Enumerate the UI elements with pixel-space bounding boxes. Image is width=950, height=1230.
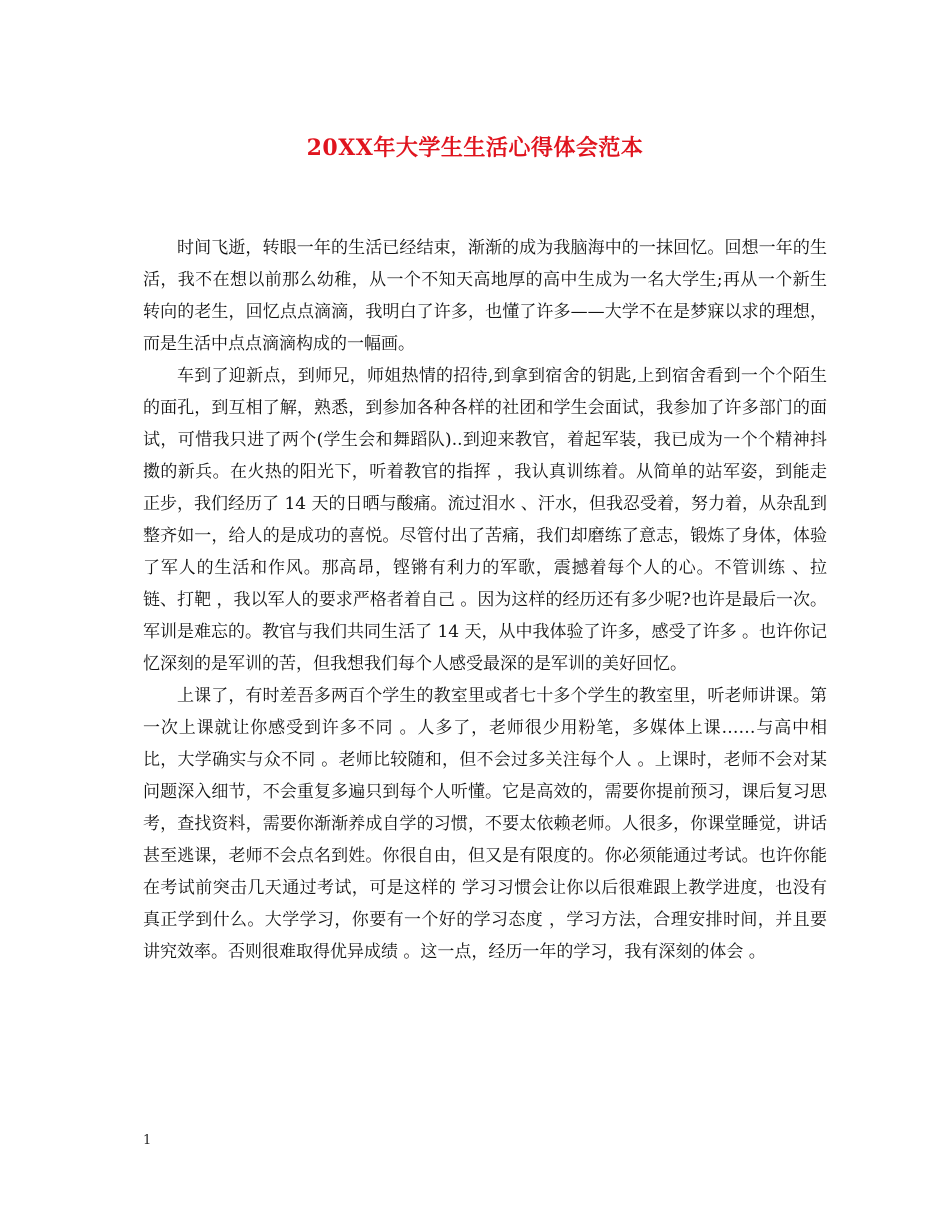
document-title: 20XX年大学生生活心得体会范本 (306, 135, 644, 161)
page-number: 1 (143, 1133, 152, 1148)
paragraph-classes: 上课了，有时差吾多两百个学生的教室里或者七十多个学生的教室里，听老师讲课。第一次上课就让你感受到许多不同 。人多了，老师很少用粉笔，多媒体上课……与高中相比，大学确实与众不同 。老师比较随和，但不会过多关注每个人 。上课时，老师不会对某问题深入细节，不会重复多遍只到每个人听懂。它是高效的，需要你提前预习，课后复习思考，查找资料，需要你渐渐养成自学的习惯，不要太依赖老师。人很多，你课堂睡觉，讲话甚至逃课，老师不会点名到姓。你很自由，但又是有限度的。你必须能通过考试。也许你能在考试前突击几天通过考试，可是这样的 学习习惯会让你以后很难跟上教学进度，也没有真正学到什么。大学学习，你要有一个好的学习态度 ，学习方法，合理安排时间，并且要讲究效率。否则很难取得优异成绩 。这一点，经历一年的学习，我有深刻的体会 。 (143, 686, 827, 962)
paragraph-military-training: 车到了迎新点，到师兄，师姐热情的招待,到拿到宿舍的钥匙,上到宿舍看到一个个陌生的面孔，到互相了解，熟悉，到参加各种各样的社团和学生会面试，我参加了许多部门的面试，可惜我只进了两个(学生会和舞蹈队)..到迎来教官，着起军装，我已成为一个个精神抖擞的新兵。在火热的阳光下，听着教官的指挥 ，我认真训练着。从简单的站军姿，到能走正步，我们经历了 14 天的日晒与酸痛。流过泪水 、汗水，但我忍受着，努力着，从杂乱到整齐如一，给人的是成功的喜悦。尽管付出了苦痛，我们却磨练了意志，锻炼了身体，体验了军人的生活和作风。那高昂，铿锵有利力的军歌，震撼着每个人的心。不管训练 、拉链、打靶 ，我以军人的要求严格者着自己 。因为这样的经历还有多少呢?也许是最后一次。军训是难忘的。教官与我们共同生活了 14 天，从中我体验了许多，感受了许多 。也许你记忆深刻的是军训的苦，但我想我们每个人感受最深的是军训的美好回忆。 (143, 366, 827, 674)
document-body (143, 232, 827, 968)
paragraph-intro: 时间飞逝，转眼一年的生活已经结束，渐渐的成为我脑海中的一抹回忆。回想一年的生活，我不在想以前那么幼稚，从一个不知天高地厚的高中生成为一名大学生;再从一个新生转向的老生，回忆点点滴滴，我明白了许多，也懂了许多——大学不在是梦寐以求的理想，而是生活中点点滴滴构成的一幅画。 (143, 238, 827, 354)
